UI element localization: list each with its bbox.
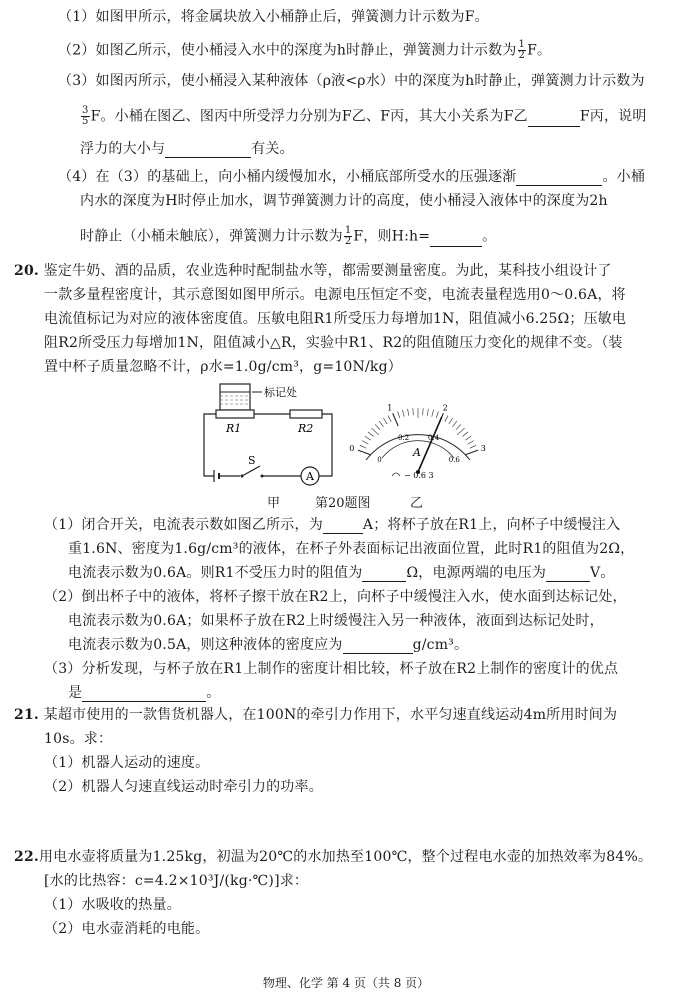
dial-tick [398,411,400,418]
mark-label: 标记处 [264,386,297,399]
dial-tick [457,428,464,435]
figure-caption: 第20题图 [315,496,371,511]
dial-tick [362,441,368,444]
dial-label-bottom: 0 [377,456,382,465]
dial-tick [393,413,399,426]
q19-part4-line1: （4）在（3）的基础上，向小桶内缓慢加水，小桶底部所受水的压强逐渐 。小桶 [58,169,646,185]
dial-tick [371,428,378,435]
answer-blank[interactable] [343,639,413,654]
dial-unit: A [413,446,421,459]
dial-tick [408,409,409,416]
q20-part2-line2: 电流表示数为0.6A；如果杯子放在R2上时缓慢注入另一种液体，液面到达标记处时， [68,613,604,629]
dial-tick [368,432,373,436]
resistor-r2 [290,410,322,418]
page-footer: 物理、化学 第 4 页（共 8 页） [262,976,430,990]
dial-tick [379,421,383,427]
q19-part3-line2: $\frac{3}{5}$ F。小桶在图乙、图丙中所受浮力分别为F乙、F丙，其大小关系为F乙 F丙，说明 [82,105,647,127]
q20-part3-line1: （3）分析发现，与杯子放在R1上制作的密度计相比较，杯子放在R2上制作的密度计的优点 [44,661,619,677]
q20-part1-line1: （1）闭合开关，电流表示数如图乙所示，为 A；将杯子放在R1上，向杯子中缓慢注入 [44,517,621,533]
dial-tick [383,418,387,424]
dial-tick [468,441,474,444]
q20-part1-line2: 重1.6N、密度为1.6g/cm³的液体，在杯子外表面标记出液面位置，此时R1的阻值为2Ω， [68,541,635,557]
q20-stem-line5: 置中杯子质量忽略不计，ρ水=1.0g/cm³，g=10N/kg） [44,359,402,375]
q20-stem-line3: 电流值标记为对应的液体密度值。压敏电阻R1所受压力每增加1N，阻值减小6.25Ω；压敏电 [44,311,627,327]
q20-stem-line4: 阻R2所受压力每增加1N，阻值减小△R，实验中R1、R2的阻值随压力变化的规律不变。（装 [44,335,623,351]
ammeter-label: A [306,470,314,483]
q22-stem-line1: 22.用电水壶将质量为1.25kg，初温为20℃的水加热至100℃，整个过程电水壶的加热效率为84%。 [14,849,653,865]
q20-stem-line2: 一款多量程密度计，其示意图如图甲所示。电源电压恒定不变，电流表量程选用0～0.6A，将 [44,287,626,303]
r1-label: R1 [226,422,242,435]
dial-tick [436,411,438,418]
figure-caption-right: 乙 [410,496,424,511]
question-number: 20. [14,263,39,279]
dial-label-bottom: 0.4 [428,434,440,443]
r2-label: R2 [298,422,314,435]
fraction-half: $\frac{1}{2}$ [344,225,352,247]
cup [220,384,250,410]
answer-blank[interactable] [82,687,206,702]
answer-blank[interactable] [323,519,363,534]
q19-part3-line1: （3）如图丙所示，使小桶浸入某种液体（ρ液<ρ水）中的深度为h时静止，弹簧测力计示数为 [58,73,645,89]
dial-tick [453,421,457,427]
q21-stem-line1: 21. 某超市使用的一款售货机器人，在100N的牵引力作用下，水平匀速直线运动4m所用时间为 [14,707,618,723]
dial-label-top: 0 [349,444,355,454]
ammeter-dial [349,380,486,480]
q19-part4-line3: 时静止（小桶未触底），弹簧测力计示数为 $\frac{1}{2}$ F，则H:h= 。 [80,225,497,247]
dial-tick [413,408,414,415]
q20-part2-line3: 电流表示数为0.5A，则这种液体的密度应为 g/cm³。 [68,637,469,653]
answer-blank[interactable] [528,112,580,127]
answer-blank[interactable] [516,171,602,186]
dial-label-top: 3 [480,444,486,454]
figure-caption-left: 甲 [267,496,281,511]
q20-stem-line1: 20. 鉴定牛奶、酒的品质，农业选种时配制盐水等，都需要测量密度。为此，某科技小组设计了 [14,263,612,279]
q19-part3-line3: 浮力的大小与 有关。 [80,141,294,157]
dial-tick [465,450,478,455]
fraction-half: $\frac{1}{2}$ [518,39,526,61]
q21-part2: （2）机器人匀速直线运动时牵引力的功率。 [44,779,323,795]
dial-tick [445,415,448,421]
question-number: 22. [14,849,39,865]
resistor-r1 [216,410,254,418]
dial-tick [423,408,424,415]
dial-tick [465,436,471,440]
answer-blank[interactable] [362,567,406,582]
dial-label-top: 1 [387,403,393,413]
dial-tick [403,410,405,417]
q22-part1: （1）水吸收的热量。 [44,897,181,913]
dial-tick [360,445,366,448]
q19-part2: （2）如图乙所示，使小桶浸入水中的深度为h时静止，弹簧测力计示数为 $\frac{1}{2}$ F。 [58,39,552,61]
dial-tick [427,409,428,416]
dial-label-top: 2 [442,403,448,413]
answer-blank[interactable] [546,567,590,582]
dial-tick [456,424,461,429]
q19-part1: （1）如图甲所示，将金属块放入小桶静止后，弹簧测力计示数为F。 [58,9,489,25]
circuit-diagram [190,380,340,490]
q22-part2: （2）电水壶消耗的电能。 [44,921,210,937]
answer-blank[interactable] [165,143,251,158]
q20-part3-line2: 是 。 [68,685,221,701]
question-number: 21. [14,707,39,723]
dial-terminals: − 0.6 3 [404,471,434,480]
q21-part1: （1）机器人运动的速度。 [44,755,210,771]
q19-part4-line2: 内水的深度为H时停止加水，调节弹簧测力计的高度，使小桶浸入液体中的深度为2h [80,193,608,209]
dial-tick [388,415,391,421]
q20-part2-line1: （2）倒出杯子中的液体，将杯子擦干放在R2上，向杯子中缓慢注入水，使水面到达标记处， [44,589,627,605]
answer-blank[interactable] [430,232,482,247]
dial-tick [358,450,371,455]
dial-label-bottom: 0.2 [397,434,410,443]
dial-tick [449,418,453,424]
dial-tick [470,445,476,448]
switch [242,466,260,476]
fraction-three-fifths: $\frac{3}{5}$ [82,105,89,127]
dial-tick [365,436,371,440]
q22-stem-line2: [水的比热容：c=4.2×10³J/(kg·℃)]求： [44,873,309,889]
q20-part1-line3: 电流表示数为0.6A。则R1不受压力时的阻值为 Ω，电源两端的电压为 V。 [68,565,615,581]
dial-tick [432,410,434,417]
dial-tick [463,432,468,436]
switch-label: S [248,454,256,467]
dial-tick [375,424,380,429]
dial-label-bottom: 0.6 [448,456,460,465]
q21-stem-line2: 10s。求： [44,731,113,747]
dial-needle [418,417,442,472]
